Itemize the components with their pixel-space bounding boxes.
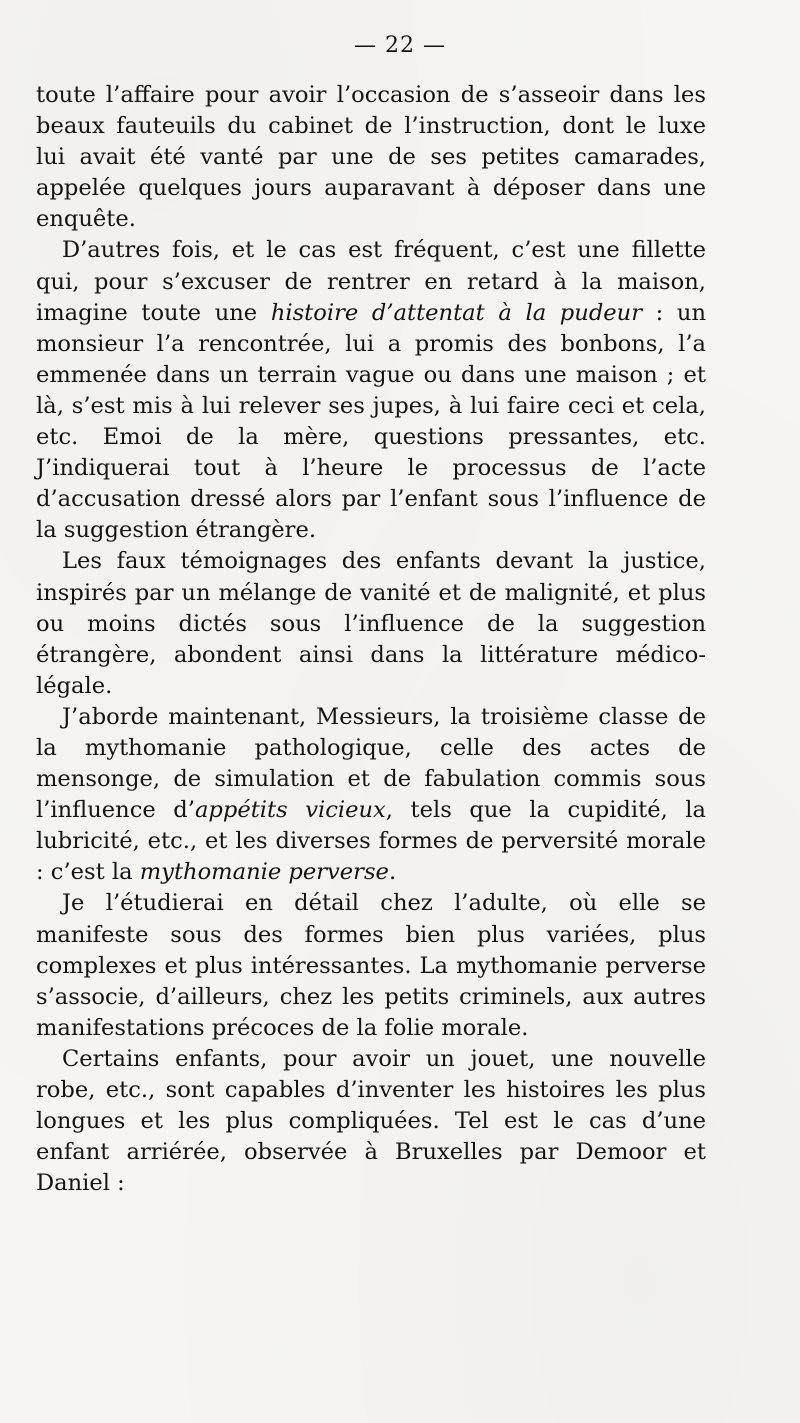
paragraph-6 xyxy=(36,1044,706,1199)
paragraph-1 xyxy=(36,80,706,235)
paragraph-3-text: Les faux témoignages des enfants devant la justice, inspirés par un mélange de vanité et de malignité, et plus ou moins dictés sous l’influence de la suggestion étrangère, abondent ainsi dans la littérature médico-légale. xyxy=(36,548,706,699)
paragraph-4 xyxy=(36,702,706,889)
paragraph-3 xyxy=(36,546,706,701)
page-number: — 22 — xyxy=(354,33,446,58)
paragraph-4-text-b: , tels que la cupidité, la lubricité, etc., et les diverses formes de perversité morale : c’est la xyxy=(36,797,706,886)
paragraph-4-text-a: J’aborde maintenant, Messieurs, la troisième classe de la mythomanie pathologique, celle des actes de mensonge, de simulation et de fabulation commis sous l’influence d’ xyxy=(36,703,706,824)
paragraph-5 xyxy=(36,888,706,1043)
paragraph-2-text-b: : un monsieur l’a rencontrée, lui a promis des bonbons, l’a emmenée dans un terrain vague ou dans une maison ; et là, s’est mis à lui relever ses jupes, à lui faire ceci et cela, etc. Emoi de la mère, questions pressantes, etc. J’indiquerai tout à l’heure le processus de l’acte d’accusation dressé alors par l’enfant sous l’influence de la suggestion étrangère. xyxy=(36,299,707,544)
body-text xyxy=(36,80,706,1199)
paragraph-1-text: toute l’affaire pour avoir l’occasion de s’asseoir dans les beaux fauteuils du cabinet de l’instruction, dont le luxe lui avait été vanté par une de ses petites camarades, appelée quelques jours auparavant à déposer dans une enquête. xyxy=(36,82,706,233)
paragraph-2 xyxy=(36,235,706,546)
paragraph-2-text-a: D’autres fois, et le cas est fréquent, c’est une fillette qui, pour s’excuser de rentrer en retard à la maison, imagine toute une xyxy=(36,237,706,326)
paragraph-4-text-c: . xyxy=(388,859,397,886)
paragraph-4-italic-phrase-1: appétits vicieux xyxy=(194,797,386,824)
paragraph-2-italic-phrase: histoire d’attentat à la pudeur xyxy=(270,299,643,326)
paragraph-4-italic-phrase-2: mythomanie perverse xyxy=(139,859,389,886)
paragraph-5-text: Je l’étudierai en détail chez l’adulte, où elle se manifeste sous des formes bien plus variées, plus complexes et plus intéressantes. La mythomanie perverse s’associe, d’ailleurs, chez les petits criminels, aux autres manifestations précoces de la folie morale. xyxy=(36,890,706,1041)
paragraph-6-text: Certains enfants, pour avoir un jouet, une nouvelle robe, etc., sont capables d’inventer les histoires les plus longues et les plus compliquées. Tel est le cas d’une enfant arriérée, observée à Bruxelles par Demoor et Daniel : xyxy=(36,1045,706,1197)
